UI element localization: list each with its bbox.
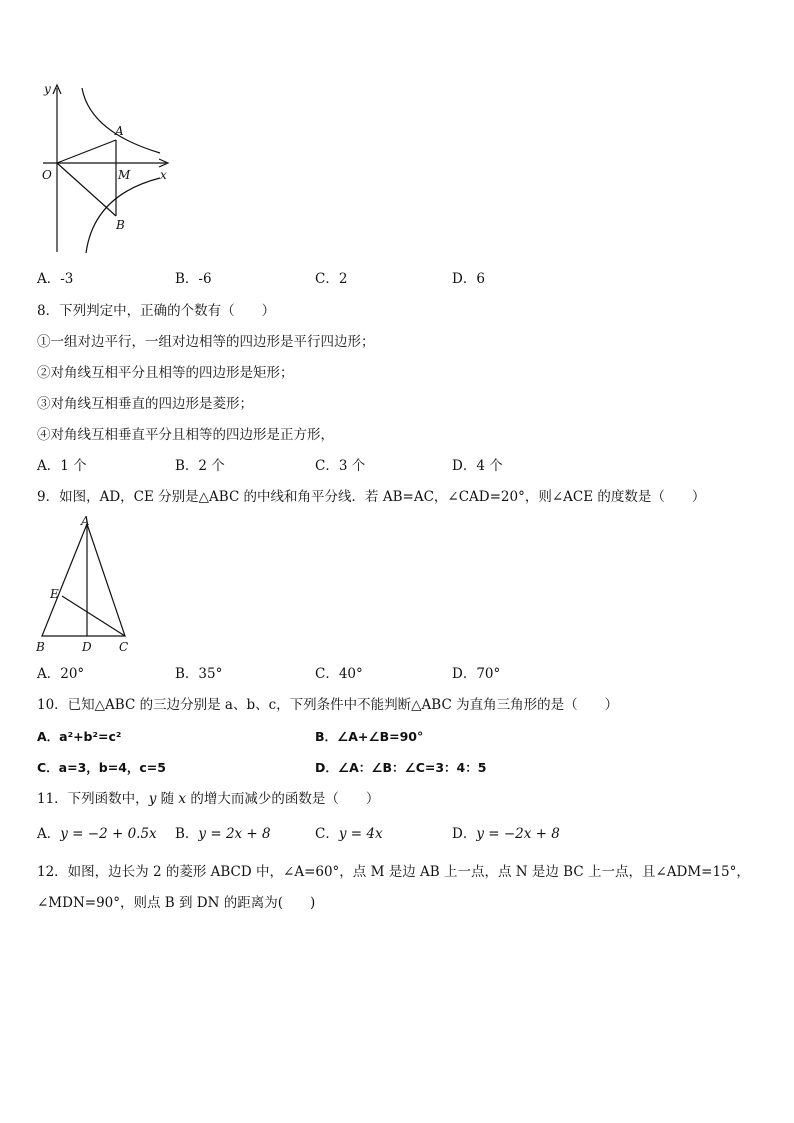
hyperbola-upper-branch xyxy=(82,88,160,153)
q9-stem: 9．如图，AD，CE 分别是△ABC 的中线和角平分线．若 AB=AC，∠CAD=20°，则∠ACE 的度数是（ ） xyxy=(37,489,706,505)
q7-option-c: C．2 xyxy=(315,271,348,287)
q11-option-a-formula: y = −2 + 0.5x xyxy=(60,826,157,842)
q8-option-a: A．1 个 xyxy=(37,458,87,474)
q11-option-a-letter: A． xyxy=(37,826,61,842)
segment-OB xyxy=(57,163,116,216)
q11-option-b-letter: B． xyxy=(175,826,199,842)
q11-var-x: x xyxy=(178,791,187,807)
q7-option-d: D．6 xyxy=(452,271,485,287)
label-B: B xyxy=(116,218,125,232)
q7-option-b: B．-6 xyxy=(175,271,212,287)
q11-option-d-formula: y = −2x + 8 xyxy=(476,826,560,842)
q8-item-4: ④对角线互相垂直平分且相等的四边形是正方形， xyxy=(37,427,334,443)
hyperbola-lower-branch xyxy=(86,178,160,253)
q8-item-3: ③对角线互相垂直的四边形是菱形； xyxy=(37,396,253,412)
label-y: y xyxy=(44,82,51,96)
label-D: D xyxy=(82,640,92,654)
q9-option-c: C．40° xyxy=(315,666,363,682)
label-C: C xyxy=(119,640,129,654)
q11-option-d-letter: D． xyxy=(452,826,477,842)
q11-option-a xyxy=(37,825,157,843)
q11-stem-prefix: 11．下列函数中， xyxy=(37,791,149,807)
q12-line-2: ∠MDN=90°，则点 B 到 DN 的距离为( ) xyxy=(37,895,316,911)
q11-option-c xyxy=(315,825,383,843)
q11-option-b-formula: y = 2x + 8 xyxy=(198,826,271,842)
q11-option-c-formula: y = 4x xyxy=(338,826,383,842)
q11-option-d xyxy=(452,825,560,843)
q11-stem xyxy=(37,790,379,808)
q8-option-c: C．3 个 xyxy=(315,458,366,474)
q8-option-b: B．2 个 xyxy=(175,458,225,474)
label-A: A xyxy=(81,514,90,528)
q11-stem-suffix: 的增大而减少的函数是（ ） xyxy=(186,791,380,807)
q9-option-a: A．20° xyxy=(37,666,85,682)
q7-option-a: A．-3 xyxy=(37,271,74,287)
bisector-CE xyxy=(62,596,125,636)
label-O: O xyxy=(42,168,52,182)
q12-line-1: 12．如图，边长为 2 的菱形 ABCD 中，∠A=60°，点 M 是边 AB 上一点，点 N 是边 BC 上一点，且∠ADM=15°， xyxy=(37,864,750,880)
triangle-ABC xyxy=(42,524,125,636)
q11-stem-mid: 随 xyxy=(156,791,179,807)
q10-stem: 10．已知△ABC 的三边分别是 a、b、c，下列条件中不能判断△ABC 为直角三角形的是（ ） xyxy=(37,697,619,713)
q9-option-d: D．70° xyxy=(452,666,501,682)
q11-option-c-letter: C． xyxy=(315,826,339,842)
q10-option-a: A．a²+b²=c² xyxy=(37,729,122,744)
q8-item-1: ①一组对边平行，一组对边相等的四边形是平行四边形； xyxy=(37,334,375,350)
triangle-figure xyxy=(34,512,134,654)
q10-option-c: C．a=3，b=4，c=5 xyxy=(37,760,166,775)
hyperbola-figure xyxy=(38,80,178,260)
q10-option-b: B．∠A+∠B=90° xyxy=(315,729,424,744)
label-M: M xyxy=(118,168,131,182)
q8-item-2: ②对角线互相平分且相等的四边形是矩形； xyxy=(37,365,294,381)
label-E: E xyxy=(50,587,59,601)
q11-option-b xyxy=(175,825,271,843)
q11-var-y: y xyxy=(148,791,157,807)
label-A: A xyxy=(115,124,124,138)
q10-option-d: D．∠A：∠B：∠C=3：4：5 xyxy=(315,760,487,775)
label-B: B xyxy=(36,640,45,654)
segment-OA xyxy=(57,140,116,163)
q8-stem: 8．下列判定中，正确的个数有（ ） xyxy=(37,303,276,319)
label-x: x xyxy=(160,168,167,182)
q8-option-d: D．4 个 xyxy=(452,458,503,474)
q9-option-b: B．35° xyxy=(175,666,223,682)
